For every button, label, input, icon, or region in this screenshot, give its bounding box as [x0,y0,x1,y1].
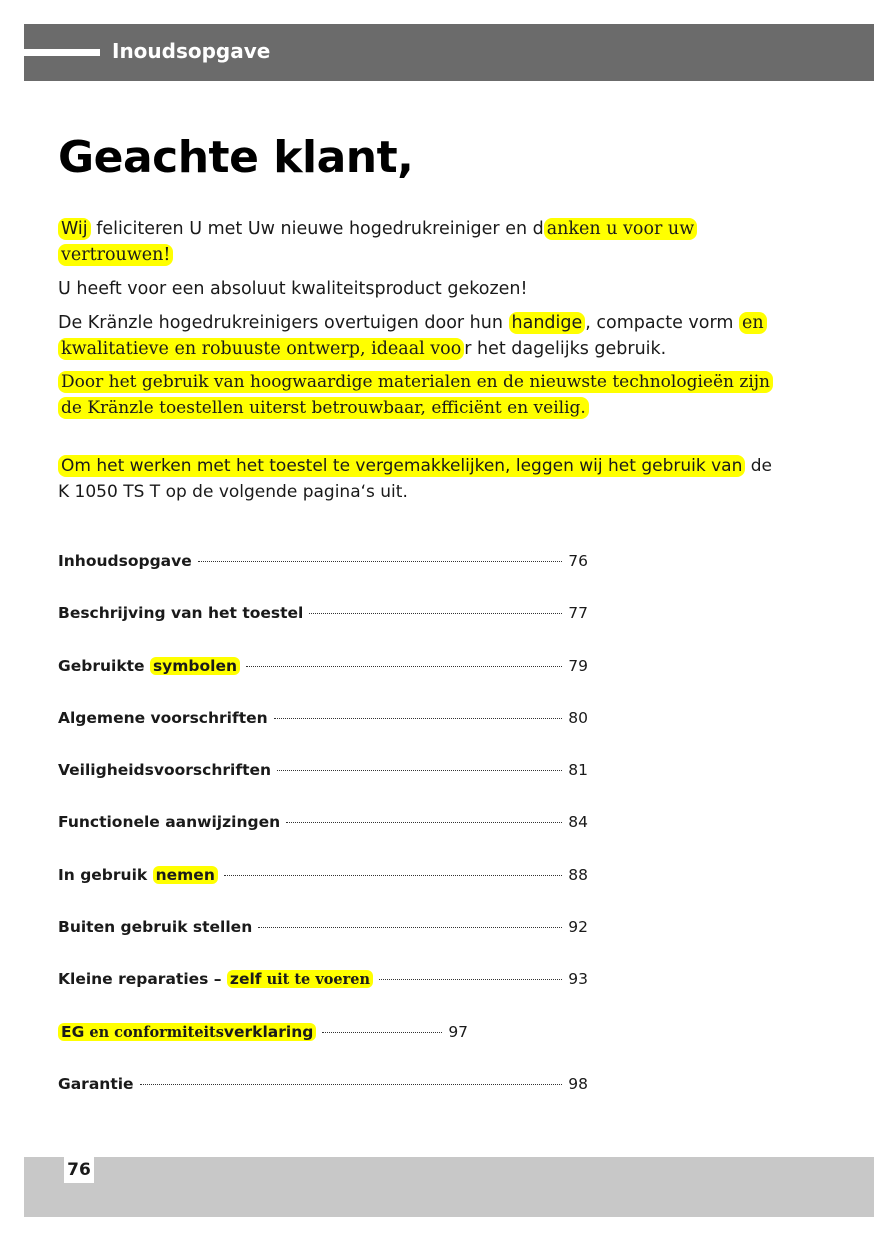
toc-item-symbolen[interactable]: Gebruikte symbolen 79 [58,656,588,675]
toc-item-veiligheidsvoorschriften[interactable]: Veiligheidsvoorschriften 81 [58,761,588,780]
header-accent-line [24,49,100,56]
toc-item-buiten-gebruik-stellen[interactable]: Buiten gebruik stellen 92 [58,918,588,937]
toc-leader [224,875,562,876]
highlight: Om het werken met het toestel te vergemakkelijken, leggen wij het gebruik van [58,455,745,477]
toc-item-eg-conformiteitsverklaring[interactable]: EG en conformiteitsverklaring 97 [58,1023,588,1075]
toc-item-functionele-aanwijzingen[interactable]: Functionele aanwijzingen 84 [58,813,588,832]
toc-item-inhoudsopgave[interactable]: Inhoudsopgave 76 [58,552,588,570]
highlight: anken u voor uw vertrouwen! [58,218,697,266]
toc-leader [286,822,562,823]
intro-paragraph-5: Om het werken met het toestel te vergemakkelijken, leggen wij het gebruik van de K 1050 TS T op de volgende pagina‘s uit. [58,456,773,502]
toc-item-algemene-voorschriften[interactable]: Algemene voorschriften 80 [58,708,588,727]
toc-item-in-gebruik-nemen[interactable]: In gebruik nemen 88 [58,865,588,884]
toc-leader [309,613,562,614]
highlight: handige [509,312,586,334]
intro-paragraph-3: De Kränzle hogedrukreinigers overtuigen door hun handige , compacte vorm en kwalitatieve en robuuste ontwerp, ideaal voo r het dagelijks gebruik. [58,310,778,362]
toc-item-beschrijving[interactable]: Beschrijving van het toestel 77 [58,604,588,623]
highlight: zelf uit te voeren [227,970,373,988]
toc-leader [277,770,562,771]
highlight: symbolen [150,657,240,675]
section-title: Inoudsopgave [112,39,271,63]
toc-leader [274,718,563,719]
table-of-contents [58,552,588,1127]
toc-item-garantie[interactable]: Garantie 98 [58,1074,588,1093]
highlight: EG en conformiteitsverklaring [58,1023,316,1041]
toc-leader [140,1084,563,1085]
page-number: 76 [64,1157,94,1183]
intro-paragraph-1: Wij feliciteren U met Uw nieuwe hogedrukreiniger en d anken u voor uw vertrouwen! [58,216,778,268]
intro-paragraph-4 [58,369,778,421]
intro-paragraph-2: U heeft voor een absoluut kwaliteitsproduct gekozen! [58,279,528,299]
page-footer [24,1157,874,1217]
section-header-bar [24,24,874,81]
page-heading: Geachte klant, [58,132,414,183]
toc-leader [258,927,562,928]
toc-leader [379,979,562,980]
toc-item-kleine-reparaties[interactable]: Kleine reparaties – zelf uit te voeren 93 [58,970,588,989]
highlight: Door het gebruik van hoogwaardige materialen en de nieuwste technologieën zijn de Kränzle toestellen uiterst betrouwbaar, efficiënt en veilig. [58,371,773,419]
toc-leader [246,666,562,667]
toc-leader [198,561,563,562]
toc-leader [322,1032,442,1033]
highlight: en kwalitatieve en robuuste ontwerp, ideaal voo [58,312,767,360]
highlight: nemen [153,866,218,884]
highlight: Wij [58,218,91,240]
